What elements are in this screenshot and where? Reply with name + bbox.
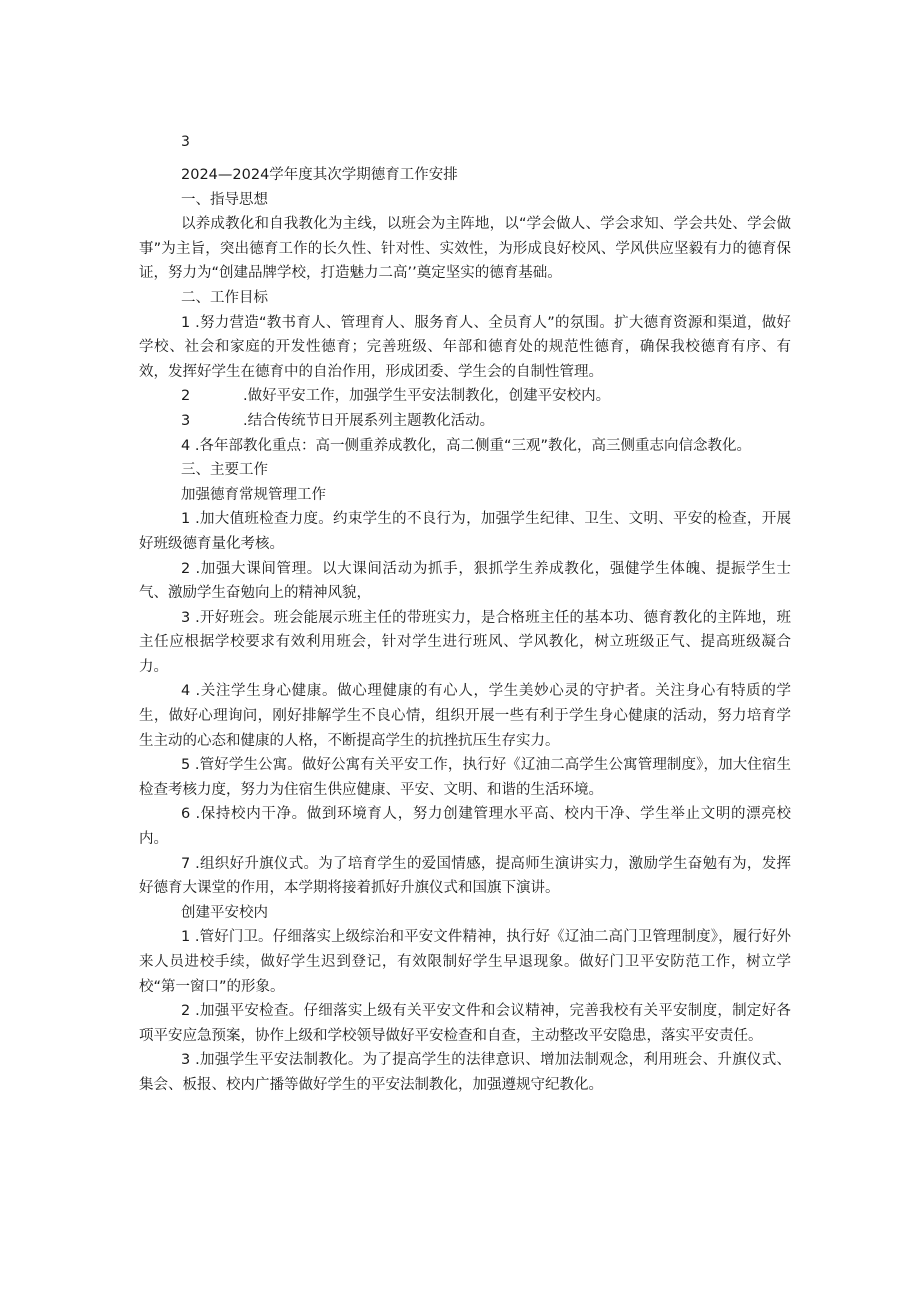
- safety-item-1: 1 .管好门卫。仔细落实上级综治和平安文件精神，执行好《辽油二高门卫管理制度》，履行好外来人员进校手续，做好学生迟到登记，有效限制好学生早退现象。做好门卫平安防范工作，树立学校“第一窗口”的形象。: [139, 929, 791, 995]
- goal-item-2: [139, 384, 791, 409]
- subheading-safe-campus: 创建平安校内: [181, 904, 268, 921]
- work-item-7: 7 .组织好升旗仪式。为了培育学生的爱国情感，提高师生演讲实力，激励学生奋勉有为，发挥好德育大课堂的作用，本学期将接着抓好升旗仪式和国旗下演讲。: [139, 855, 791, 897]
- section-heading-main-work: 三、主要工作: [181, 462, 268, 479]
- safety-item-3: 3 .加强学生平安法制教化。为了提高学生的法律意识、增加法制观念，利用班会、升旗仪式、集会、板报、校内广播等做好学生的平安法制教化，加强遵规守纪教化。: [139, 1052, 791, 1093]
- goal-item-3-text: .结合传统节日开展系列主题教化活动。: [243, 412, 495, 429]
- paragraph-guiding-idea: 以养成教化和自我教化为主线，以班会为主阵地，以“学会做人、学会求知、学会共处、学会做事”为主旨，突出德育工作的长久性、针对性、实效性，为形成良好校风、学风供应坚毅有力的德育保证，努力为“创建品牌学校，打造魅力二高’’奠定坚实的德育基础。: [139, 216, 791, 282]
- safety-item-2: 2 .加强平安检查。仔细落实上级有关平安文件和会议精神，完善我校有关平安制度，制定好各项平安应急预案，协作上级和学校领导做好平安检查和自查，主动整改平安隐患，落实平安责任。: [139, 1003, 791, 1044]
- subheading-routine-management: 加强德育常规管理工作: [181, 486, 326, 503]
- goal-item-4: 4 .各年部教化重点：高一侧重养成教化，高二侧重“三观”教化，高三侧重志向信念教化。: [181, 437, 751, 454]
- page-number: 3: [181, 134, 190, 150]
- work-item-2: 2 .加强大课间管理。以大课间活动为抓手，狠抓学生养成教化，强健学生体魄、提振学生士气、激励学生奋勉向上的精神风貌，: [139, 560, 791, 602]
- section-heading-work-goals: 二、工作目标: [181, 289, 268, 306]
- goal-item-2-number: 2: [181, 388, 191, 405]
- work-item-6: 6 .保持校内干净。做到环境育人，努力创建管理水平高、校内干净、学生举止文明的漂亮校内。: [139, 806, 791, 848]
- work-item-4: 4 .关注学生身心健康。做心理健康的有心人，学生美妙心灵的守护者。关注身心有特质的学生，做好心理询问，刚好排解学生不良心情，组织开展一些有利于学生身心健康的活动，努力培育学生主动的心态和健康的人格，不断提高学生的抗挫抗压生存实力。: [139, 683, 791, 749]
- goal-item-3-number: 3: [181, 412, 191, 429]
- section-heading-guiding-idea: 一、指导思想: [181, 191, 268, 208]
- work-item-3: 3 .开好班会。班会能展示班主任的带班实力，是合格班主任的基本功、德育教化的主阵地，班主任应根据学校要求有效利用班会，针对学生进行班风、学风教化，树立班级正气、提高班级凝合力。: [139, 609, 791, 675]
- document-body: [139, 163, 791, 1098]
- work-item-5: 5 .管好学生公寓。做好公寓有关平安工作，执行好《辽油二高学生公寓管理制度》，加大住宿生检查考核力度，努力为住宿生供应健康、平安、文明、和谐的生活环境。: [139, 757, 791, 798]
- document-title: 2024—2024学年度其次学期德育工作安排: [181, 167, 458, 183]
- goal-item-2-text: .做好平安工作，加强学生平安法制教化，创建平安校内。: [243, 388, 611, 405]
- work-item-1: 1 .加大值班检查力度。约束学生的不良行为，加强学生纪律、卫生、文明、平安的检查，开展好班级德育量化考核。: [139, 511, 791, 552]
- goal-item-3: [139, 409, 791, 434]
- goal-item-1: 1 .努力营造“教书育人、管理育人、服务育人、全员育人”的氛围。扩大德育资源和渠道，做好学校、社会和家庭的开发性德育；完善班级、年部和德育处的规范性德育，确保我校德育有序、有效，发挥好学生在德育中的自治作用，形成团委、学生会的自制性管理。: [139, 314, 791, 380]
